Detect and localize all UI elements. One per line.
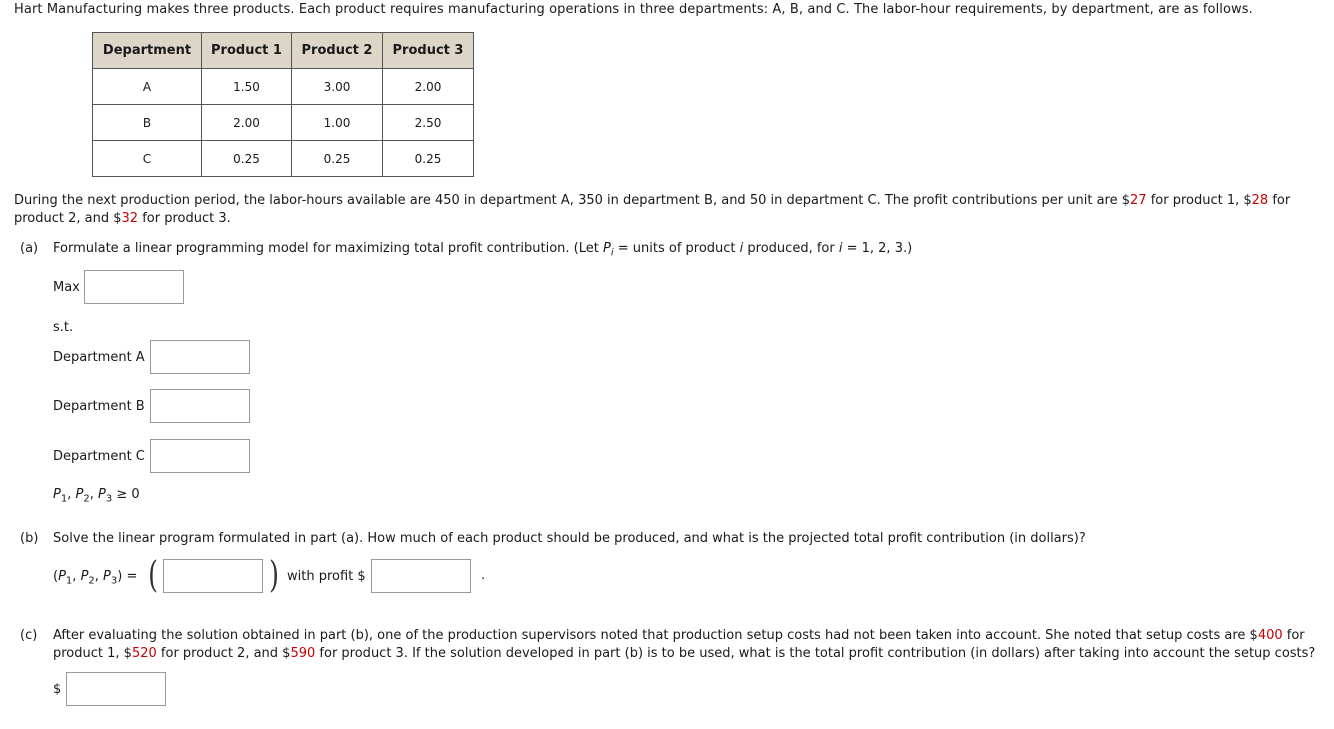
labor-hours-table [92, 32, 474, 177]
table-cell: 3.00 [292, 69, 383, 105]
subject-to-label: s.t. [53, 320, 74, 335]
product-1-profit: 27 [1130, 193, 1147, 208]
department-c-label: Department C [53, 449, 145, 464]
objective-function-input[interactable] [84, 270, 184, 304]
max-label: Max [53, 280, 80, 295]
product-3-setup-cost: 590 [290, 646, 316, 661]
column-header-product-1: Product 1 [202, 33, 292, 69]
product-2-profit: 28 [1251, 193, 1269, 208]
table-row [93, 69, 474, 105]
department-b-constraint-input[interactable] [150, 389, 250, 423]
dollar-sign: $ [53, 682, 62, 697]
table-row [93, 141, 474, 177]
problem-intro: Hart Manufacturing makes three products. Each product requires manufacturing operations in three departments: A, B, and C. The labor-hour requirements, by department, are as follows. [14, 2, 1253, 17]
table-row [93, 105, 474, 141]
table-cell: 2.50 [383, 105, 474, 141]
product-3-profit: 32 [121, 211, 139, 226]
department-a-label: Department A [53, 350, 145, 365]
table-cell: 0.25 [383, 141, 474, 177]
setup-profit-input[interactable] [66, 672, 166, 706]
profit-label: with profit $ [287, 569, 366, 584]
column-header-product-2: Product 2 [292, 33, 383, 69]
part-a-prompt: (a) Formulate a linear programming model for maximizing total profit contribution. (Let $P_i$ = units of product i produced, for i = 1, 2, 3.) [20, 241, 913, 259]
table-cell: A [93, 69, 202, 105]
table-cell: B [93, 105, 202, 141]
table-cell: 1.00 [292, 105, 383, 141]
profit-input[interactable] [371, 559, 471, 593]
table-cell: 2.00 [383, 69, 474, 105]
part-b-tag: (b) [20, 531, 39, 546]
department-a-constraint-input[interactable] [150, 340, 250, 374]
product-2-setup-cost: 520 [131, 646, 157, 661]
department-b-label: Department B [53, 399, 145, 414]
part-a-tag: (a) [20, 241, 39, 256]
part-c-prompt: (c) After evaluating the solution obtained in part (b), one of the production supervisors noted that production setup costs had not been taken into account. She noted that setup costs are $400 for product 1, $520 for product 2, and $590 for product 3. If the solution developed in part (b) is to be used, what is the total profit contribution (in dollars) after taking into account the setup costs? [20, 628, 1316, 661]
table-cell: 1.50 [202, 69, 292, 105]
close-paren: ) [269, 555, 279, 596]
open-paren: ( [148, 555, 158, 596]
period: . [481, 568, 486, 583]
solution-input[interactable] [163, 559, 263, 593]
part-c-tag: (c) [20, 628, 38, 643]
nonnegativity-constraint: $P_1$, $P_2$, $P_3 \ge 0$ [53, 487, 140, 505]
availability-paragraph: During the next production period, the labor-hours available are 450 in department A, 350 in department B, and 50 in department C. The profit contributions per unit are $27 for product 1, $28 for product 2, and $32 for product 3. [14, 193, 1291, 226]
table-cell: 2.00 [202, 105, 292, 141]
table-header-row [93, 33, 474, 69]
table-cell: 0.25 [292, 141, 383, 177]
column-header-product-3: Product 3 [383, 33, 474, 69]
table-cell: 0.25 [202, 141, 292, 177]
table-cell: C [93, 141, 202, 177]
product-1-setup-cost: 400 [1257, 628, 1283, 643]
part-b-prompt: (b) Solve the linear program formulated in part (a). How much of each product should be produced, and what is the projected total profit contribution (in dollars)? [20, 531, 1086, 546]
solution-vector-label: ($P_1$, $P_2$, $P_3$) = [53, 569, 138, 587]
column-header-department: Department [93, 33, 202, 69]
department-c-constraint-input[interactable] [150, 439, 250, 473]
